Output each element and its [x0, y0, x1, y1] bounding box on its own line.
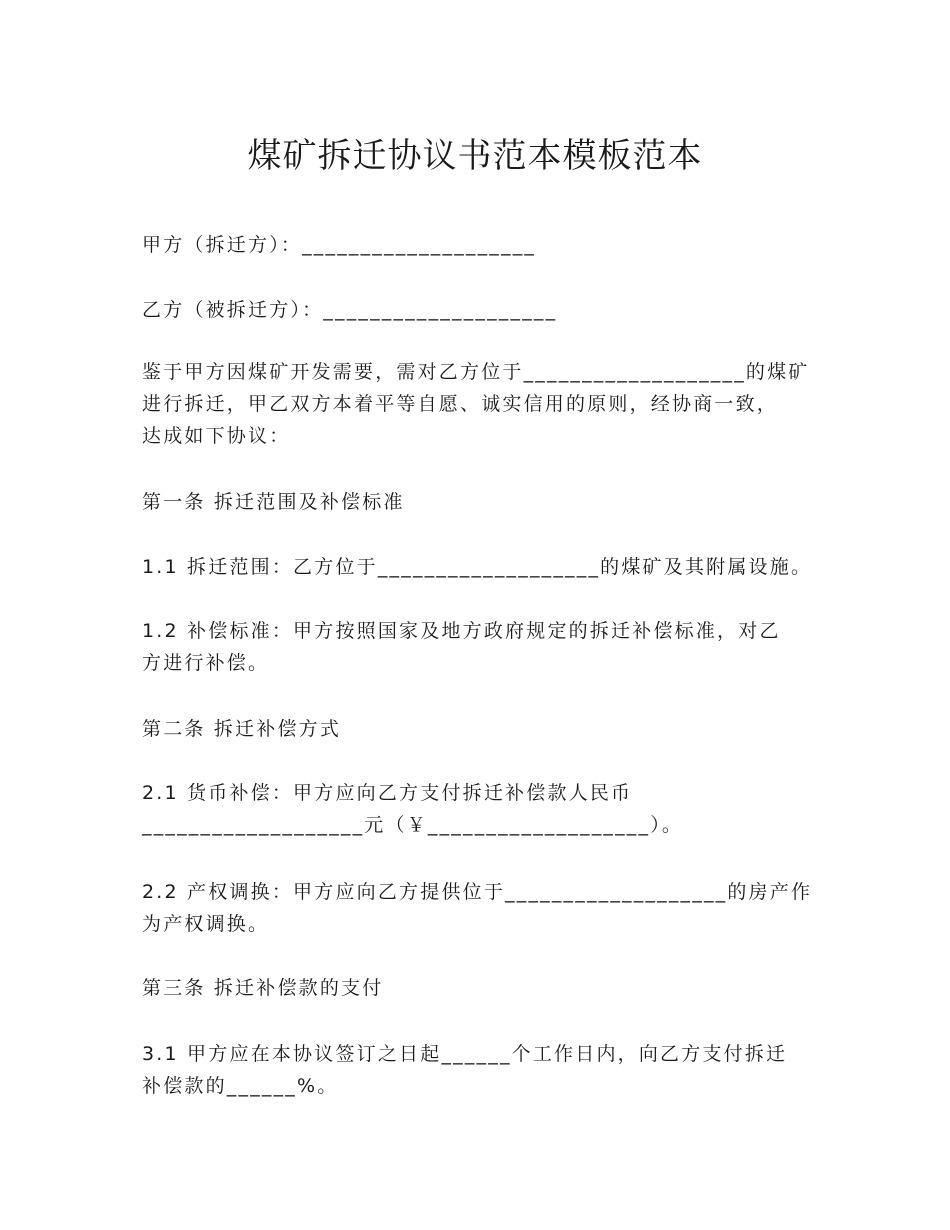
text-line: 鉴于甲方因煤矿开发需要，需对乙方位于___________________的煤矿 — [142, 361, 810, 383]
clause-3-1 — [142, 1038, 812, 1102]
article-1-heading — [142, 486, 812, 518]
text-line: ___________________元（￥___________________）。 — [142, 814, 684, 836]
clause-1-2 — [142, 615, 812, 679]
text-line: 第三条 拆迁补偿款的支付 — [142, 977, 384, 999]
text-line: 2.2 产权调换：甲方应向乙方提供位于___________________的房产作 — [142, 881, 813, 903]
party-a-line — [142, 229, 812, 261]
clause-2-2 — [142, 876, 812, 940]
clause-1-1 — [142, 551, 812, 583]
text-line: 第二条 拆迁补偿方式 — [142, 718, 342, 740]
text-line: 3.1 甲方应在本协议签订之日起______个工作日内，向乙方支付拆迁 — [142, 1043, 788, 1065]
text-line: 1.1 拆迁范围：乙方位于___________________的煤矿及其附属设施。 — [142, 556, 813, 578]
article-3-heading — [142, 972, 812, 1004]
text-line: 1.2 补偿标准：甲方按照国家及地方政府规定的拆迁补偿标准，对乙 — [142, 620, 781, 642]
article-2-heading — [142, 713, 812, 745]
text-line: 进行拆迁，甲乙双方本着平等自愿、诚实信用的原则，经协商一致， — [142, 393, 779, 415]
document-title: 煤矿拆迁协议书范本模板范本 — [247, 136, 703, 176]
text-line: 方进行补偿。 — [142, 652, 270, 674]
text-line: 第一条 拆迁范围及补偿标准 — [142, 491, 405, 513]
text-line: 乙方（被拆迁方）：____________________ — [142, 299, 558, 321]
text-line: 2.1 货币补偿：甲方应向乙方支付拆迁补偿款人民币 — [142, 782, 633, 804]
party-b-line — [142, 294, 812, 326]
text-line: 为产权调换。 — [142, 913, 270, 935]
clause-2-1 — [142, 777, 812, 841]
text-line: 甲方（拆迁方）：____________________ — [142, 234, 537, 256]
text-line: 补偿款的______%。 — [142, 1075, 339, 1097]
text-line: 达成如下协议： — [142, 425, 291, 447]
preamble-paragraph — [142, 356, 812, 452]
